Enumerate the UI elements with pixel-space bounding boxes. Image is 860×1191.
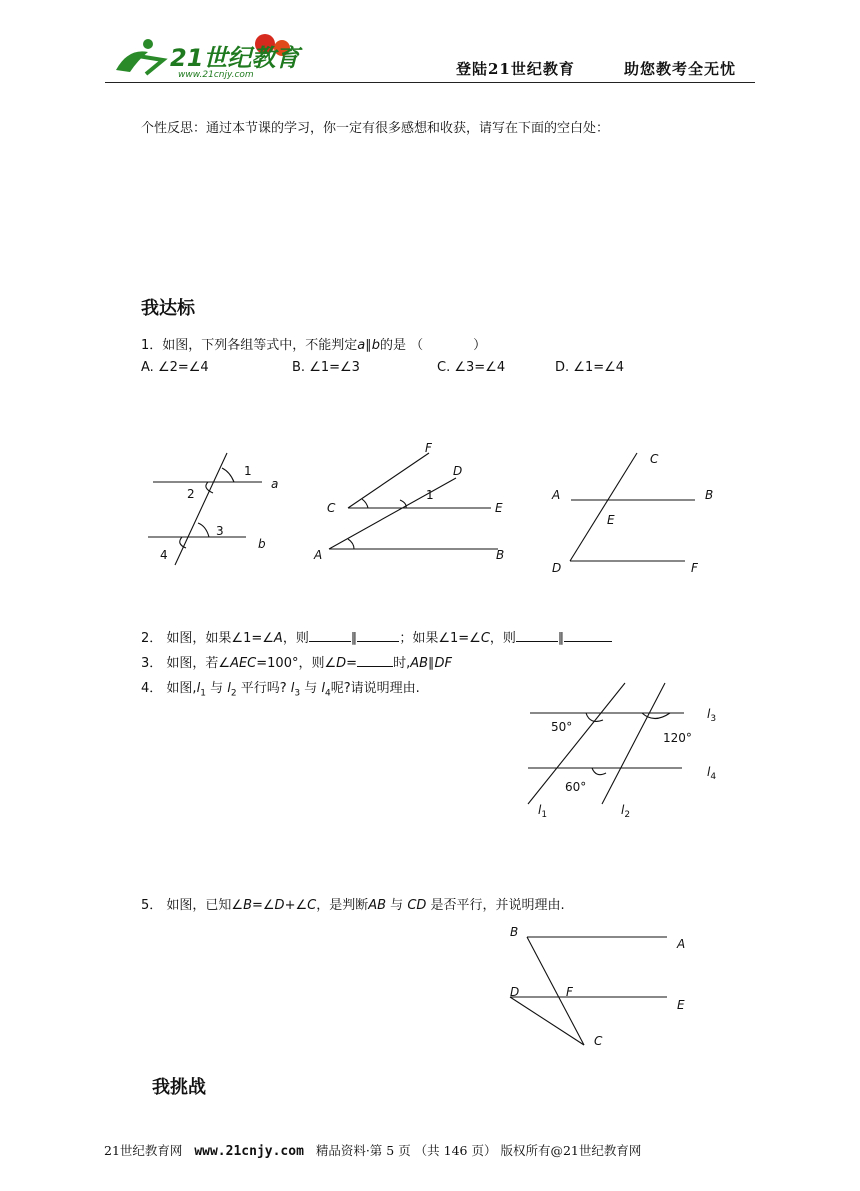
fig1-label-b: b (258, 537, 266, 551)
q5-label-B: B (510, 925, 519, 939)
q4-angle-60: 60° (565, 780, 587, 794)
fig2-label-E: E (495, 501, 503, 515)
q2-blank-1[interactable] (309, 629, 351, 642)
logo-graphic (108, 30, 308, 80)
q4-label-l1: $l_1$ (538, 803, 548, 820)
section-title-dabiao: 我达标 (141, 298, 195, 319)
header-rule (105, 82, 755, 83)
fig1-label-1: 1 (244, 464, 252, 478)
q1-figure-3 (545, 445, 720, 580)
header-slogan-right: 助您教考全无忧 (624, 60, 737, 78)
q5-label-C: C (594, 1034, 603, 1048)
question-5: 5． 如图，已知∠B=∠D+∠C，是判断AB 与 CD 是否平行，并说明理由. (141, 898, 565, 913)
fig3-label-E: E (607, 513, 615, 527)
fig2-label-A: A (314, 548, 323, 562)
q2-blank-2[interactable] (357, 629, 399, 642)
fig2-label-C: C (327, 501, 336, 515)
q5-label-D: D (510, 985, 520, 999)
fig2-label-F: F (425, 441, 432, 455)
q1-close: ） (473, 338, 487, 353)
logo-text: 21世纪教育 (170, 44, 300, 72)
q1-option-a: A. ∠2=∠4 (141, 360, 209, 375)
q1-option-b: B. ∠1=∠3 (292, 360, 360, 375)
q4-label-l2: $l_2$ (621, 803, 631, 820)
fig1-label-a: a (271, 477, 279, 491)
fig1-label-2: 2 (187, 487, 195, 501)
q4-label-l4: $l_4$ (707, 765, 717, 782)
q4-angle-50: 50° (551, 720, 573, 734)
fig3-label-C: C (650, 452, 659, 466)
q5-label-F: F (566, 985, 573, 999)
q4-number: 4． (141, 681, 163, 696)
logo-url: www.21cnjy.com (178, 70, 254, 80)
question-3: 3． 如图，若∠AEC=100°，则∠D= 时,AB∥DF (141, 656, 453, 671)
site-logo (108, 30, 308, 80)
fig1-label-4: 4 (160, 548, 168, 562)
q3-blank[interactable] (357, 654, 393, 667)
q2-blank-4[interactable] (564, 629, 612, 642)
fig3-label-D: D (552, 561, 562, 575)
footer-site: 21世纪教育网 (104, 1143, 183, 1158)
question-4: 4． 如图$,l_1$ 与 $l_2$ 平行吗? $l_3$ 与 $l_4$呢?请说明理由. (141, 681, 420, 699)
q5-figure (500, 920, 700, 1055)
q5-number: 5． (141, 898, 163, 913)
q4-figure (520, 680, 730, 825)
q2-blank-3[interactable] (516, 629, 558, 642)
q3-number: 3． (141, 656, 163, 671)
q1-option-d: D. ∠1=∠4 (555, 360, 625, 375)
header-slogan-left: 登陆21世纪教育 (456, 60, 575, 78)
fig3-label-B: B (705, 488, 714, 502)
fig2-label-B: B (496, 548, 505, 562)
page-footer (104, 1141, 641, 1159)
q1-option-c: C. ∠3=∠4 (437, 360, 506, 375)
fig3-label-F: F (691, 561, 698, 575)
q1-stem-b: 的是 （ (380, 338, 424, 353)
q1-figure-1 (140, 440, 290, 570)
footer-url[interactable]: www.21cnjy.com (194, 1144, 304, 1159)
q2-number: 2． (141, 631, 163, 646)
fig2-label-D: D (453, 464, 463, 478)
q1-stem-a: 如图，下列各组等式中，不能判定 (162, 338, 358, 353)
q5-label-E: E (677, 998, 685, 1012)
q1-number: 1． (141, 338, 163, 353)
q1-var-a: a (357, 338, 366, 353)
fig1-label-3: 3 (216, 524, 224, 538)
reflection-text: 个性反思：通过本节课的学习，你一定有很多感想和收获，请写在下面的空白处： (141, 121, 610, 136)
q1-parallel-sign: ∥ (365, 338, 372, 353)
question-2: 2． 如图，如果∠1=∠A，则 ∥ ；如果∠1=∠C，则 ∥ (141, 627, 612, 646)
q5-label-A: A (677, 937, 686, 951)
q1-var-b: b (371, 338, 381, 353)
footer-info: 精品资料·第 5 页 （共 146 页） 版权所有@21世纪教育网 (315, 1143, 642, 1158)
q4-angle-120: 120° (663, 731, 692, 745)
section-title-tiaozhan: 我挑战 (152, 1077, 206, 1098)
question-1-stem (141, 334, 486, 353)
fig2-label-1: 1 (426, 488, 434, 502)
q4-label-l3: $l_3$ (707, 707, 717, 724)
fig3-label-A: A (552, 488, 561, 502)
q1-figure-2 (310, 435, 520, 565)
